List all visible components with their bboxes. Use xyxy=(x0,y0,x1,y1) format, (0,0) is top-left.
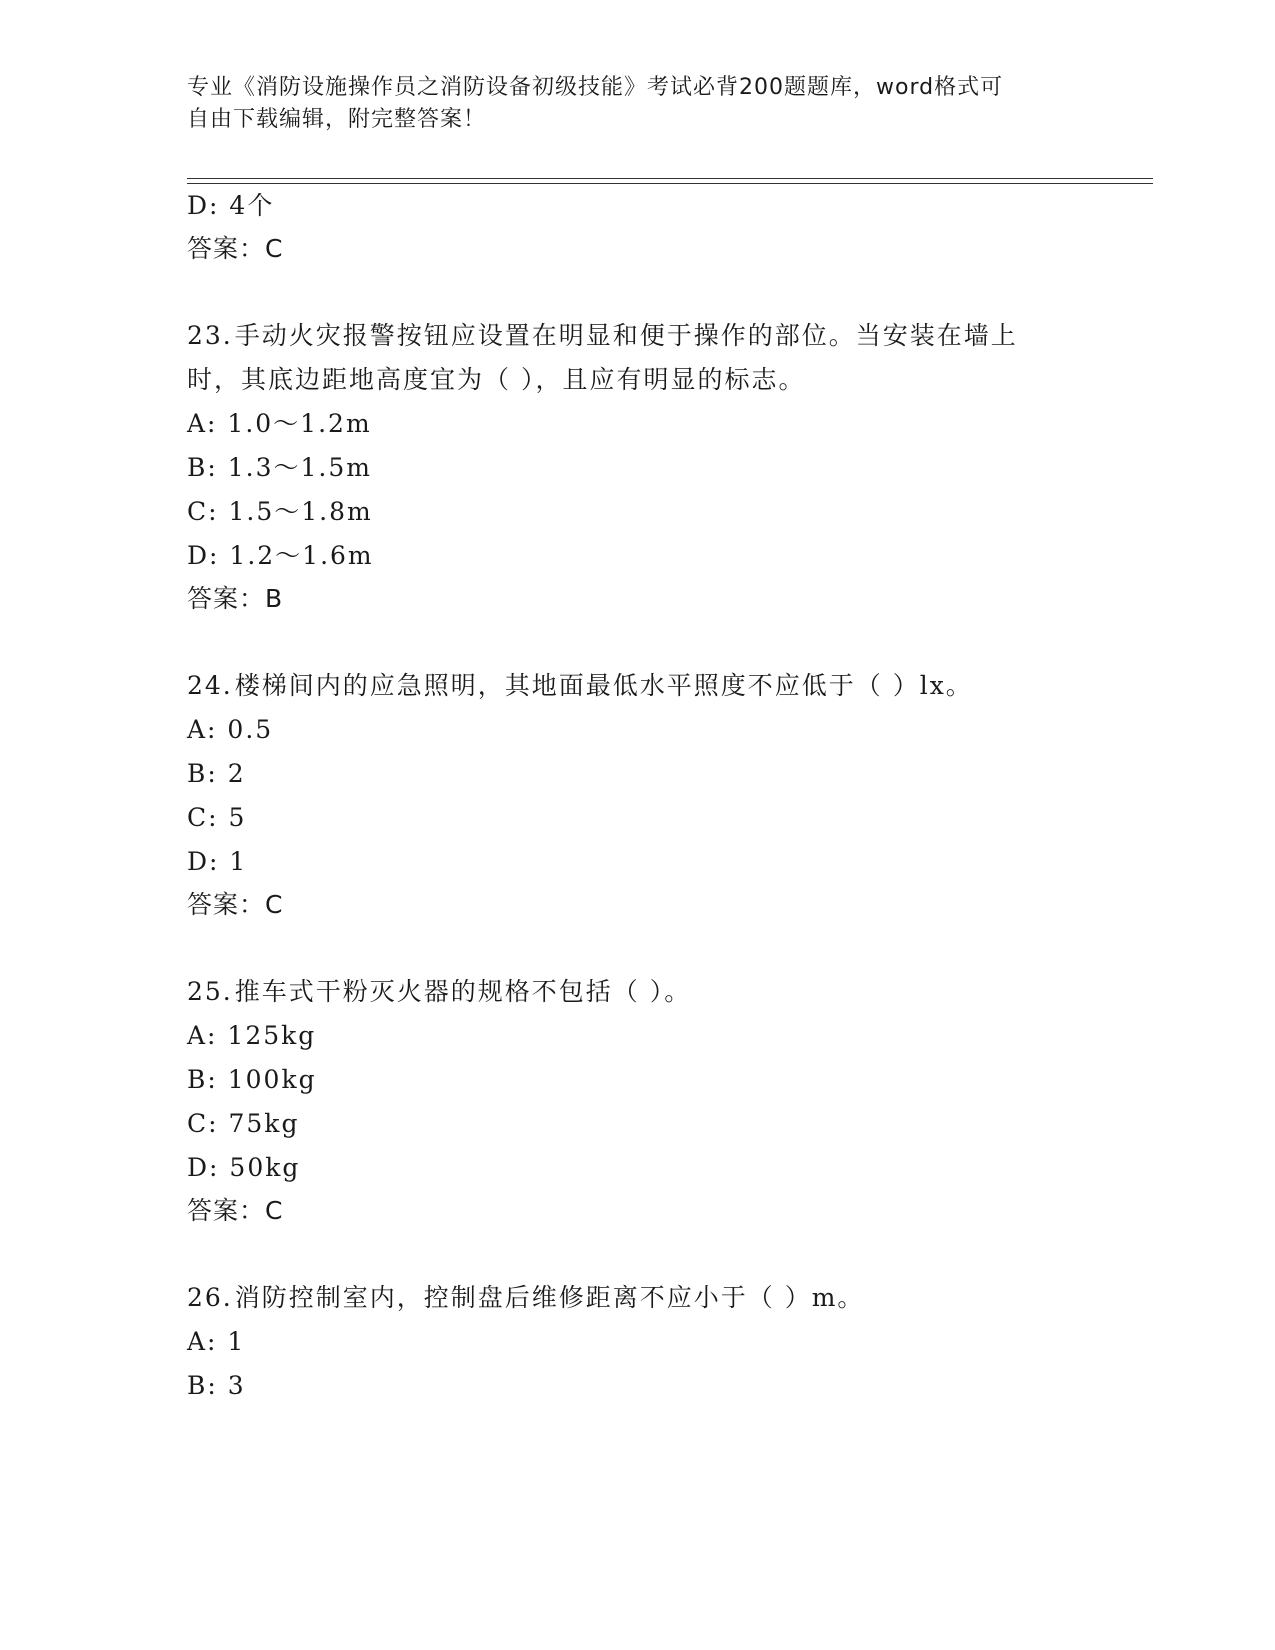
question-23-line-2: 时，其底边距地高度宜为（ ），且应有明显的标志。 xyxy=(187,365,806,394)
question-text: 楼梯间内的应急照明，其地面最低水平照度不应低于（ ）lx。 xyxy=(234,671,973,700)
question-number: 26. xyxy=(187,1283,233,1312)
question-number: 24. xyxy=(187,671,233,700)
question-number: 25. xyxy=(187,977,233,1006)
question-26-option-a: A: 1 xyxy=(187,1327,246,1356)
question-25-option-a: A: 125kg xyxy=(187,1021,317,1050)
header-divider-bottom xyxy=(187,183,1153,184)
question-24-answer: 答案：C xyxy=(187,890,284,919)
document-header xyxy=(187,72,1067,136)
question-23-option-a: A: 1.0～1.2m xyxy=(187,409,372,438)
question-25-answer: 答案：C xyxy=(187,1196,284,1225)
question-text: 推车式干粉灭火器的规格不包括（ ）。 xyxy=(234,977,692,1006)
prev-option-d: D: 4个 xyxy=(187,191,275,220)
question-24-option-b: B: 2 xyxy=(187,759,246,788)
question-26-option-b: B: 3 xyxy=(187,1371,246,1400)
question-23-option-d: D: 1.2～1.6m xyxy=(187,541,374,570)
question-24-option-a: A: 0.5 xyxy=(187,715,274,744)
question-25-option-c: C: 75kg xyxy=(187,1109,300,1138)
question-23-answer: 答案：B xyxy=(187,584,284,613)
question-26-line-1 xyxy=(187,1282,864,1314)
question-24-option-d: D: 1 xyxy=(187,847,248,876)
question-text: 消防控制室内，控制盘后维修距离不应小于（ ）m。 xyxy=(234,1283,865,1312)
header-title-line-1: 专业《消防设施操作员之消防设备初级技能》考试必背200题题库，word格式可 xyxy=(187,75,1004,100)
question-25-option-b: B: 100kg xyxy=(187,1065,317,1094)
header-divider-top xyxy=(187,178,1153,179)
prev-answer: 答案：C xyxy=(187,234,284,263)
question-23-option-b: B: 1.3～1.5m xyxy=(187,453,372,482)
question-number: 23. xyxy=(187,321,233,350)
question-24-option-c: C: 5 xyxy=(187,803,247,832)
question-23-option-c: C: 1.5～1.8m xyxy=(187,497,373,526)
question-24-line-1 xyxy=(187,670,973,702)
question-25-option-d: D: 50kg xyxy=(187,1153,301,1182)
question-text: 手动火灾报警按钮应设置在明显和便于操作的部位。当安装在墙上 xyxy=(234,321,1018,350)
question-23-line-1 xyxy=(187,320,1018,352)
header-title-line-2: 自由下载编辑，附完整答案！ xyxy=(187,107,487,132)
question-25-line-1 xyxy=(187,976,691,1008)
